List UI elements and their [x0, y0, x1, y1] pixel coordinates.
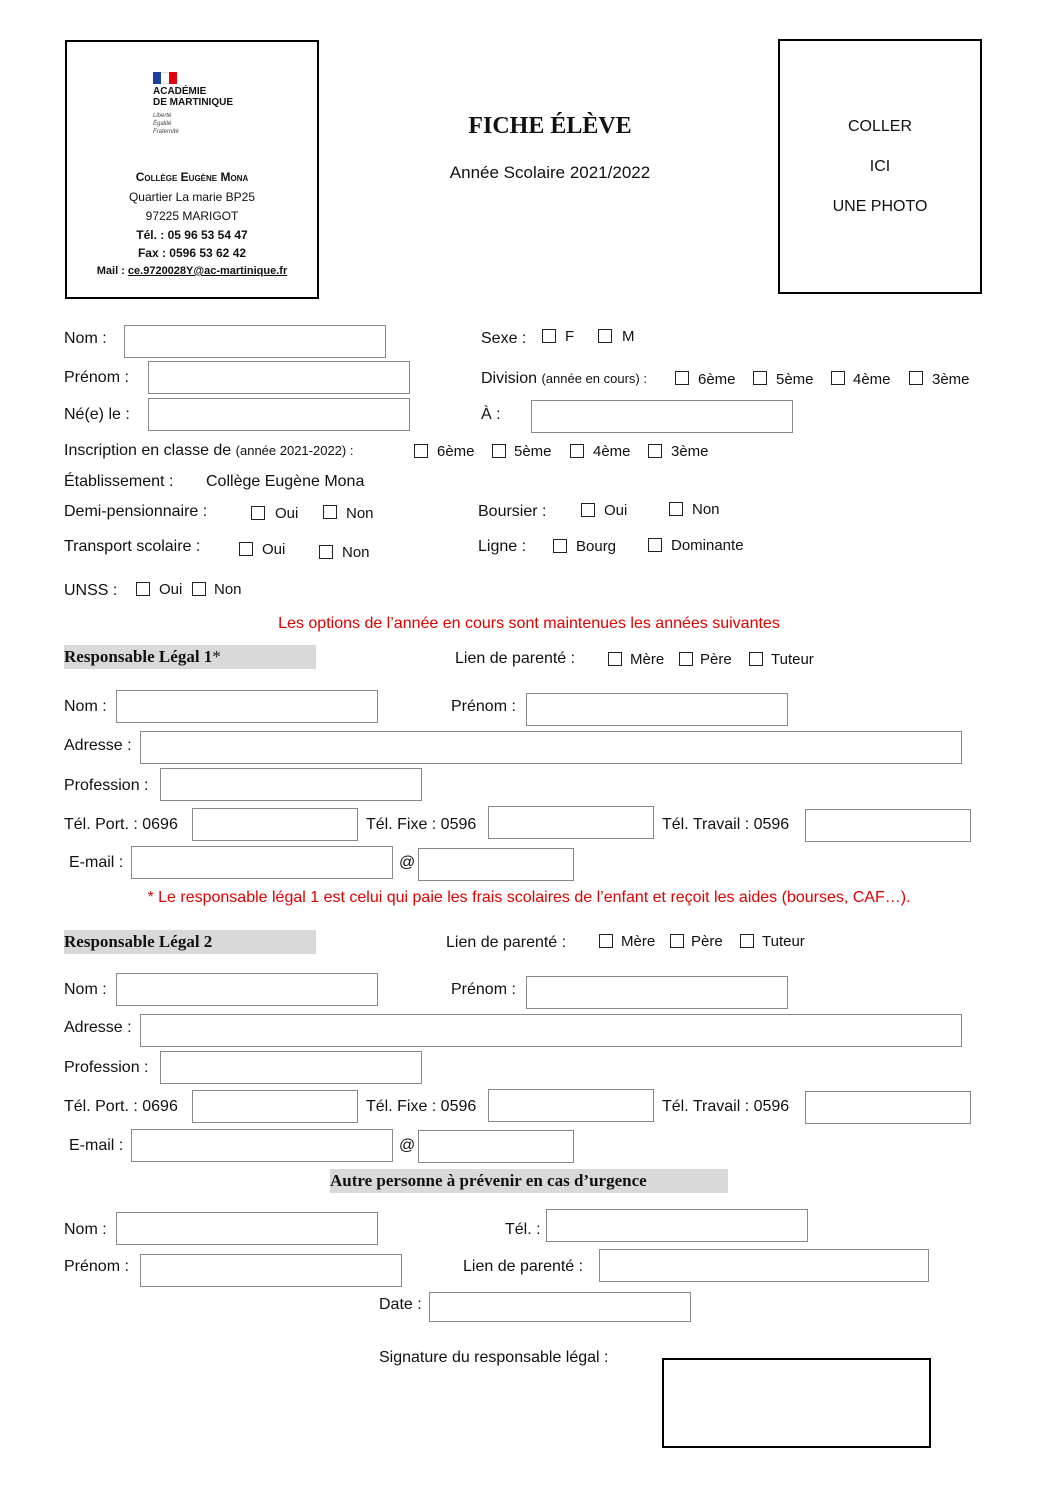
resp1-pere-checkbox[interactable] [679, 652, 693, 666]
birthdate-label: Né(e) le : [64, 406, 130, 423]
demi-pension-label: Demi-pensionnaire : [64, 503, 208, 520]
resp1-email-domain-field[interactable] [418, 848, 574, 881]
unss-non-checkbox[interactable] [192, 582, 206, 596]
photo-line2: ICI [869, 158, 891, 175]
boursier-non-label: Non [692, 501, 720, 518]
demi-pension-non-label: Non [346, 505, 374, 522]
resp1-email-user-field[interactable] [131, 846, 393, 879]
transport-oui-label: Oui [262, 541, 286, 558]
birthdate-field[interactable] [148, 398, 410, 431]
transport-label: Transport scolaire : [64, 538, 201, 555]
school-mail-link[interactable]: ce.9720028Y@ac-martinique.fr [127, 265, 288, 277]
etablissement-value: Collège Eugène Mona [206, 473, 365, 490]
school-mail-line [67, 265, 317, 277]
resp2-header [64, 930, 316, 954]
urgence-tel-label: Tél. : [505, 1221, 541, 1238]
urgence-nom-field[interactable] [116, 1212, 378, 1245]
resp2-tel-fixe-label: Tél. Fixe : 0596 [366, 1098, 477, 1115]
date-label: Date : [379, 1296, 422, 1313]
resp2-prenom-label: Prénom : [451, 981, 516, 998]
division-label-text: Division [481, 370, 538, 387]
resp1-tuteur-label: Tuteur [771, 651, 814, 668]
resp2-pere-checkbox[interactable] [670, 934, 684, 948]
demi-pension-oui-label: Oui [275, 505, 299, 522]
sexe-label: Sexe : [481, 330, 527, 347]
division-5-label: 5ème [776, 371, 814, 388]
boursier-oui-label: Oui [604, 502, 628, 519]
resp1-note: * Le responsable légal 1 est celui qui paie les frais scolaires de l’enfant et reçoit les aides (bourses, CAF…). [147, 889, 911, 906]
unss-label: UNSS : [64, 582, 118, 599]
student-nom-field[interactable] [124, 325, 386, 358]
sexe-f-label: F [565, 328, 575, 345]
inscription-label-text: Inscription en classe de [64, 442, 232, 459]
resp1-tuteur-checkbox[interactable] [749, 652, 763, 666]
transport-oui-checkbox[interactable] [239, 542, 253, 556]
urgence-header: Autre personne à prévenir en cas d’urgence [330, 1169, 728, 1193]
inscription-3-label: 3ème [671, 443, 709, 460]
photo-line1: COLLER [847, 118, 913, 135]
ligne-dominante-label: Dominante [671, 537, 744, 554]
inscription-4-label: 4ème [593, 443, 631, 460]
page-title: FICHE ÉLÈVE [468, 113, 632, 139]
division-4-label: 4ème [853, 371, 891, 388]
sexe-m-label: M [622, 328, 635, 345]
ligne-bourg-label: Bourg [576, 538, 617, 555]
photo-line3: UNE PHOTO [832, 198, 928, 215]
republic-flag-icon [153, 72, 177, 84]
resp1-tel-fixe-field[interactable] [488, 806, 654, 839]
student-nom-label: Nom : [64, 330, 107, 347]
options-note: Les options de l’année en cours sont maintenues les années suivantes [278, 615, 780, 632]
inscription-5-checkbox[interactable] [492, 444, 506, 458]
resp2-profession-field[interactable] [160, 1051, 422, 1084]
school-name: Collège Eugène Mona [135, 170, 249, 184]
resp2-tel-port-field[interactable] [192, 1090, 358, 1123]
resp2-email-label: E-mail : [69, 1137, 124, 1154]
school-header-box [65, 40, 319, 299]
resp1-email-at: @ [399, 854, 416, 871]
inscription-5-label: 5ème [514, 443, 552, 460]
school-tel: Tél. : 05 96 53 54 47 [136, 228, 248, 242]
photo-box[interactable] [778, 39, 982, 294]
resp1-profession-field[interactable] [160, 768, 422, 801]
resp1-tel-port-label: Tél. Port. : 0696 [64, 816, 178, 833]
resp1-prenom-label: Prénom : [451, 698, 516, 715]
resp1-mere-checkbox[interactable] [608, 652, 622, 666]
resp1-header [64, 645, 316, 669]
birthplace-field[interactable] [531, 400, 793, 433]
ligne-bourg-checkbox[interactable] [553, 539, 567, 553]
ligne-label: Ligne : [478, 538, 527, 555]
resp1-tel-port-field[interactable] [192, 808, 358, 841]
student-prenom-label: Prénom : [64, 369, 129, 386]
ligne-dominante-checkbox[interactable] [648, 538, 662, 552]
resp2-adresse-label: Adresse : [64, 1019, 132, 1036]
unss-oui-label: Oui [159, 581, 183, 598]
resp2-lien-label: Lien de parenté : [446, 934, 567, 951]
resp1-nom-label: Nom : [64, 698, 107, 715]
resp2-nom-label: Nom : [64, 981, 107, 998]
sexe-f-checkbox[interactable] [542, 329, 556, 343]
resp2-profession-label: Profession : [64, 1059, 149, 1076]
sexe-m-checkbox[interactable] [598, 329, 612, 343]
resp1-pere-label: Père [700, 651, 732, 668]
unss-non-label: Non [214, 581, 242, 598]
demi-pension-oui-checkbox[interactable] [251, 506, 265, 520]
urgence-lien-field[interactable] [599, 1249, 929, 1282]
resp2-tel-travail-field[interactable] [805, 1091, 971, 1124]
resp1-profession-label: Profession : [64, 777, 149, 794]
resp1-tel-travail-field[interactable] [805, 809, 971, 842]
resp1-star: * [212, 647, 221, 666]
resp1-email-label: E-mail : [69, 854, 124, 871]
resp2-adresse-field[interactable] [140, 1014, 962, 1047]
academy-line1: ACADÉMIE [153, 86, 207, 97]
signature-label: Signature du responsable légal : [379, 1349, 609, 1366]
resp1-tel-fixe-label: Tél. Fixe : 0596 [366, 816, 477, 833]
resp1-adresse-field[interactable] [140, 731, 962, 764]
resp1-lien-label: Lien de parenté : [455, 650, 576, 667]
resp2-email-user-field[interactable] [131, 1129, 393, 1162]
inscription-6-label: 6ème [437, 443, 475, 460]
division-3-checkbox[interactable] [909, 371, 923, 385]
birthplace-label: À : [481, 406, 501, 423]
resp2-pere-label: Père [691, 933, 723, 950]
school-address: Quartier La marie BP25 [128, 190, 256, 204]
transport-non-checkbox[interactable] [319, 545, 333, 559]
division-5-checkbox[interactable] [753, 371, 767, 385]
inscription-4-checkbox[interactable] [570, 444, 584, 458]
resp2-email-at: @ [399, 1137, 416, 1154]
division-4-checkbox[interactable] [831, 371, 845, 385]
division-6-checkbox[interactable] [675, 371, 689, 385]
division-6-label: 6ème [698, 371, 736, 388]
resp2-title: Responsable Légal 2 [64, 932, 213, 951]
resp2-mere-label: Mère [621, 933, 656, 950]
division-3-label: 3ème [932, 371, 970, 388]
resp1-mere-label: Mère [630, 651, 665, 668]
boursier-oui-checkbox[interactable] [581, 503, 595, 517]
resp2-nom-field[interactable] [116, 973, 378, 1006]
urgence-prenom-field[interactable] [140, 1254, 402, 1287]
academy-line2: DE MARTINIQUE [153, 97, 233, 108]
urgence-lien-label: Lien de parenté : [463, 1258, 584, 1275]
student-prenom-field[interactable] [148, 361, 410, 394]
boursier-label: Boursier : [478, 503, 547, 520]
resp2-tel-port-label: Tél. Port. : 0696 [64, 1098, 178, 1115]
republic-motto: Liberté Égalité Fraternité [153, 113, 179, 135]
inscription-3-checkbox[interactable] [648, 444, 662, 458]
inscription-6-checkbox[interactable] [414, 444, 428, 458]
inscription-note: (année 2021-2022) : [235, 443, 354, 458]
school-city: 97225 MARIGOT [145, 209, 239, 223]
urgence-prenom-label: Prénom : [64, 1258, 129, 1275]
resp2-email-domain-field[interactable] [418, 1130, 574, 1163]
resp2-tel-travail-label: Tél. Travail : 0596 [662, 1098, 790, 1115]
etablissement-label: Établissement : [64, 473, 174, 490]
resp1-nom-field[interactable] [116, 690, 378, 723]
school-fax: Fax : 0596 53 62 42 [137, 246, 247, 260]
demi-pension-non-checkbox[interactable] [323, 505, 337, 519]
urgence-nom-label: Nom : [64, 1221, 107, 1238]
school-mail-label: Mail : [96, 265, 128, 277]
resp1-adresse-label: Adresse : [64, 737, 132, 754]
urgence-tel-field[interactable] [546, 1209, 808, 1242]
unss-oui-checkbox[interactable] [136, 582, 150, 596]
transport-non-label: Non [342, 544, 370, 561]
inscription-label [64, 441, 353, 461]
resp2-prenom-field[interactable] [526, 976, 788, 1009]
resp2-mere-checkbox[interactable] [599, 934, 613, 948]
school-year: Année Scolaire 2021/2022 [449, 163, 651, 182]
resp1-prenom-field[interactable] [526, 693, 788, 726]
date-field[interactable] [429, 1292, 691, 1322]
resp1-title: Responsable Légal 1 [64, 647, 213, 666]
resp2-tuteur-label: Tuteur [762, 933, 805, 950]
resp1-tel-travail-label: Tél. Travail : 0596 [662, 816, 790, 833]
resp2-tel-fixe-field[interactable] [488, 1089, 654, 1122]
signature-box[interactable] [662, 1358, 931, 1448]
division-label [481, 369, 647, 389]
boursier-non-checkbox[interactable] [669, 502, 683, 516]
division-note: (année en cours) : [541, 371, 647, 386]
resp2-tuteur-checkbox[interactable] [740, 934, 754, 948]
